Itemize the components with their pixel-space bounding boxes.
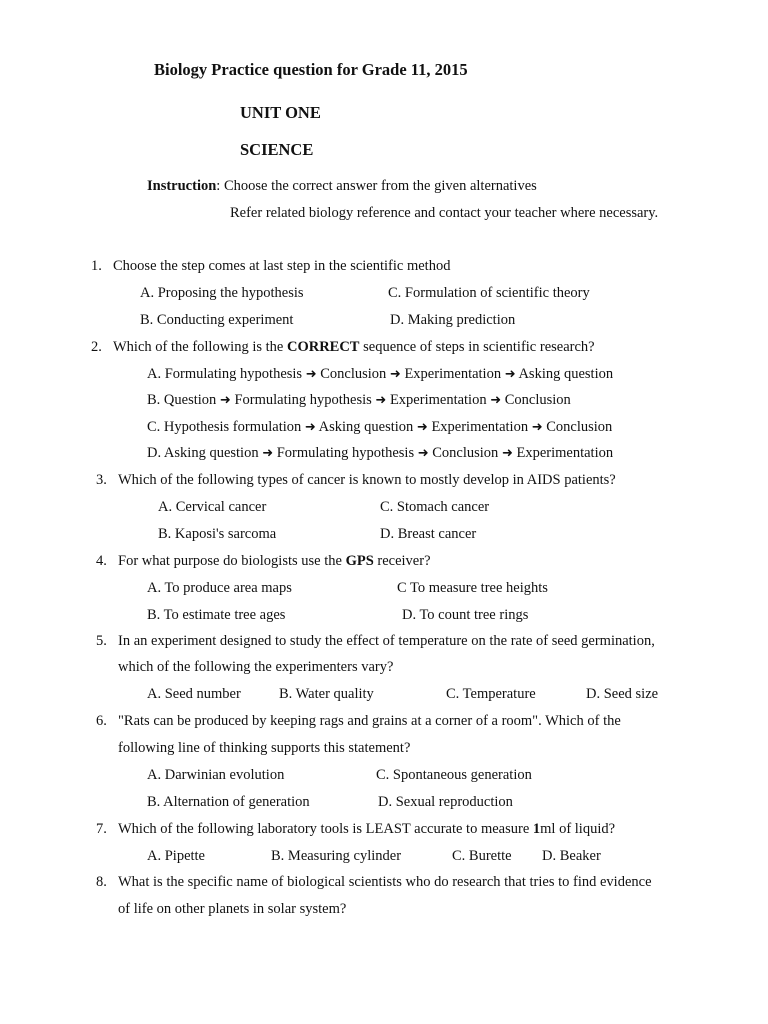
question-text: Which of the following types of cancer is known to mostly develop in AIDS patients? xyxy=(118,472,616,488)
option-b: B. Water quality xyxy=(279,686,374,702)
question-number: 4. xyxy=(96,553,107,569)
arrow-icon: ➜ xyxy=(490,393,502,408)
option-d: D. Sexual reproduction xyxy=(378,794,513,810)
arrow-icon: ➜ xyxy=(417,446,429,461)
question-number: 8. xyxy=(96,874,107,890)
option-d: D. Beaker xyxy=(542,848,601,864)
arrow-icon: ➜ xyxy=(219,393,231,408)
option-a: A. Formulating hypothesis ➜ Conclusion ➜ Experimentation ➜ Asking question xyxy=(147,366,614,382)
unit-heading: UNIT ONE xyxy=(240,103,321,122)
option-b: B. Conducting experiment xyxy=(140,312,294,328)
option-c: C. Formulation of scientific theory xyxy=(388,285,590,301)
question-number: 2. xyxy=(91,339,102,355)
option-b: B. Question ➜ Formulating hypothesis ➜ Experimentation ➜ Conclusion xyxy=(147,392,571,408)
option-a: A. Darwinian evolution xyxy=(147,767,285,783)
option-c: C. Burette xyxy=(452,848,512,864)
option-d: D. Making prediction xyxy=(390,312,516,328)
arrow-icon: ➜ xyxy=(531,420,543,435)
option-d: D. Seed size xyxy=(586,686,659,702)
option-a: A. To produce area maps xyxy=(147,580,292,596)
option-b: B. Alternation of generation xyxy=(147,794,310,810)
question-text-line-2: following line of thinking supports this statement? xyxy=(118,740,411,756)
option-c: C To measure tree heights xyxy=(397,580,548,596)
option-c: C. Stomach cancer xyxy=(380,499,490,515)
question-text: What is the specific name of biological scientists who do research that tries to find evidence xyxy=(118,874,652,890)
option-c: C. Temperature xyxy=(446,686,536,702)
option-a: A. Cervical cancer xyxy=(158,499,267,515)
arrow-icon: ➜ xyxy=(389,367,401,382)
question-number: 6. xyxy=(96,713,107,729)
question-number: 7. xyxy=(96,821,107,837)
arrow-icon: ➜ xyxy=(375,393,387,408)
option-d: D. Breast cancer xyxy=(380,526,477,542)
question-number: 1. xyxy=(91,258,102,274)
instruction-text: : Choose the correct answer from the given alternatives xyxy=(216,178,537,194)
instruction-line-2: Refer related biology reference and contact your teacher where necessary. xyxy=(230,205,659,221)
question-text-line-2: which of the following the experimenters vary? xyxy=(118,659,394,675)
question-text: For what purpose do biologists use the GPS receiver? xyxy=(118,553,431,569)
arrow-icon: ➜ xyxy=(262,446,274,461)
option-a: A. Proposing the hypothesis xyxy=(140,285,304,301)
option-c: C. Hypothesis formulation ➜ Asking question ➜ Experimentation ➜ Conclusion xyxy=(147,419,613,435)
question-text-line-2: of life on other planets in solar system? xyxy=(118,901,347,917)
question-text: Which of the following laboratory tools is LEAST accurate to measure 1ml of liquid? xyxy=(118,821,616,837)
page-title: Biology Practice question for Grade 11, 2015 xyxy=(154,60,468,79)
arrow-icon: ➜ xyxy=(504,367,516,382)
option-a: A. Seed number xyxy=(147,686,241,702)
arrow-icon: ➜ xyxy=(416,420,428,435)
question-text: Choose the step comes at last step in the scientific method xyxy=(113,258,451,274)
question-number: 5. xyxy=(96,633,107,649)
question-text: "Rats can be produced by keeping rags and grains at a corner of a room". Which of the xyxy=(118,713,621,729)
option-d: D. To count tree rings xyxy=(402,607,529,623)
question-number: 3. xyxy=(96,472,107,488)
option-b: B. Measuring cylinder xyxy=(271,848,402,864)
option-b: B. To estimate tree ages xyxy=(147,607,286,623)
option-d: D. Asking question ➜ Formulating hypothesis ➜ Conclusion ➜ Experimentation xyxy=(147,445,614,461)
question-text: In an experiment designed to study the effect of temperature on the rate of seed germination, xyxy=(118,633,655,649)
arrow-icon: ➜ xyxy=(305,367,317,382)
instruction-line xyxy=(147,177,537,195)
option-c: C. Spontaneous generation xyxy=(376,767,532,783)
instruction-label: Instruction xyxy=(147,178,217,194)
option-b: B. Kaposi's sarcoma xyxy=(158,526,277,542)
arrow-icon: ➜ xyxy=(304,420,316,435)
question-text: Which of the following is the CORRECT sequence of steps in scientific research? xyxy=(113,339,595,355)
arrow-icon: ➜ xyxy=(501,446,513,461)
option-a: A. Pipette xyxy=(147,848,205,864)
subject-heading: SCIENCE xyxy=(240,140,314,159)
